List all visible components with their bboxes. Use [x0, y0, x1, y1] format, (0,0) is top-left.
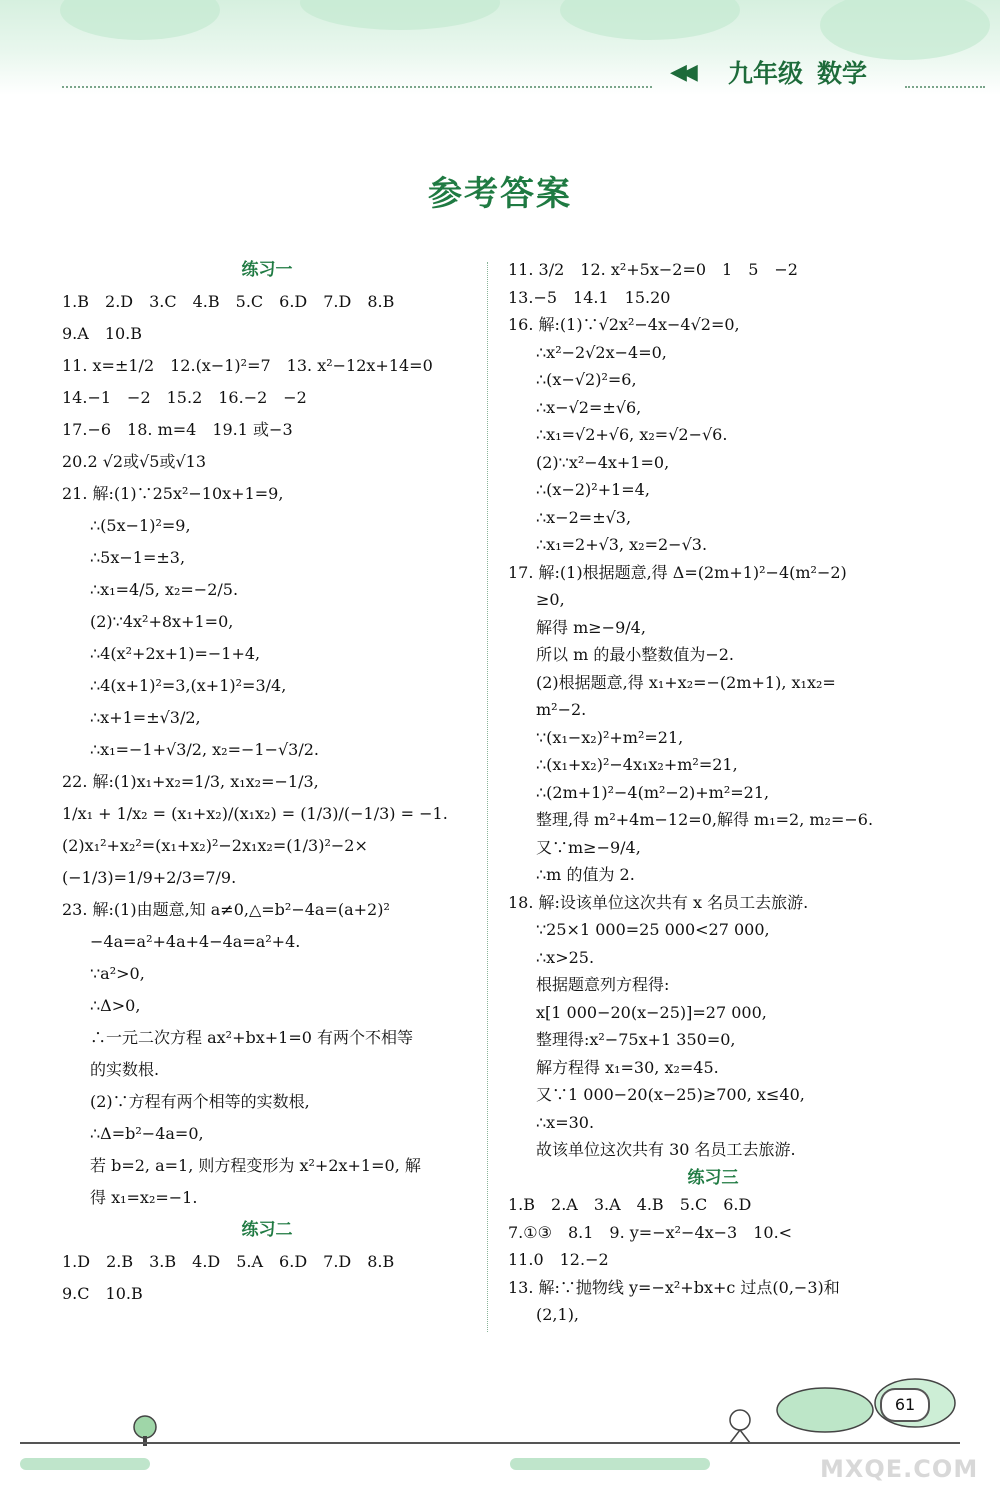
answer-line: 故该单位这次共有 30 名员工去旅游. — [536, 1140, 796, 1159]
answer-line: 14.−1 −2 15.2 16.−2 −2 — [62, 388, 307, 407]
answer-line: ∴5x−1=±3, — [90, 548, 186, 567]
answer-line: 1.D 2.B 3.B 4.D 5.A 6.D 7.D 8.B — [62, 1252, 395, 1271]
answer-line: ∵a²>0, — [90, 964, 145, 983]
answer-line: ∴x>25. — [536, 947, 595, 967]
answer-line: 若 b=2, a=1, 则方程变形为 x²+2x+1=0, 解 — [90, 1156, 421, 1175]
header-dotted-rule — [62, 86, 652, 88]
page-number: 61 — [880, 1388, 930, 1422]
answer-line: 1/x₁ + 1/x₂ = (x₁+x₂)/(x₁x₂) = (1/3)/(−1/3) = −1. — [62, 804, 448, 823]
answer-line: 18. 解:设该单位这次共有 x 名员工去旅游. — [508, 892, 809, 912]
answer-line: ∴(x₁+x₂)²−4x₁x₂+m²=21, — [536, 755, 738, 774]
answer-line: ∴Δ=b²−4a=0, — [90, 1124, 204, 1143]
answer-line: 7.①③ 8.1 9. y=−x²−4x−3 10.< — [508, 1222, 793, 1242]
section-heading: 练习一 — [241, 260, 293, 280]
banner-leaf-shape — [60, 0, 220, 40]
answer-line: ∴x=30. — [536, 1112, 595, 1132]
answer-line: ∴x₁=2+√3, x₂=2−√3. — [536, 535, 708, 554]
answer-line: (2)∵方程有两个相等的实数根, — [90, 1092, 310, 1111]
answer-line: ∴x−2=±√3, — [536, 507, 632, 527]
answer-line: ∴x+1=±√3/2, — [90, 708, 201, 727]
header-subject: 数学 — [817, 59, 868, 88]
answer-line: ≥0, — [536, 590, 565, 609]
answer-line: ∵25×1 000=25 000<27 000, — [536, 920, 770, 939]
answer-line: 22. 解:(1)x₁+x₂=1/3, x₁x₂=−1/3, — [62, 772, 319, 791]
answer-line: ∴一元二次方程 ax²+bx+1=0 有两个不相等 — [90, 1028, 413, 1047]
answer-line: 17.−6 18. m=4 19.1 或−3 — [62, 420, 293, 439]
footer-rule — [20, 1442, 960, 1444]
double-arrow-icon: ◀◀ — [670, 60, 692, 85]
answer-line: 整理,得 m²+4m−12=0,解得 m₁=2, m₂=−6. — [536, 810, 874, 829]
answer-line: (−1/3)=1/9+2/3=7/9. — [62, 868, 237, 887]
answer-line: 解得 m≥−9/4, — [536, 617, 646, 637]
answer-line: ∴x²−2√2x−4=0, — [536, 342, 667, 362]
section-heading: 练习三 — [687, 1167, 739, 1188]
answer-line: 23. 解:(1)由题意,知 a≠0,△=b²−4a=(a+2)² — [62, 900, 390, 919]
header-grade: 九年级 — [728, 59, 804, 88]
answer-line: ∴4(x+1)²=3,(x+1)²=3/4, — [90, 676, 287, 695]
answer-line: 整理得:x²−75x+1 350=0, — [536, 1030, 736, 1049]
answer-line: ∴x₁=−1+√3/2, x₂=−1−√3/2. — [90, 740, 319, 759]
answer-line: ∴m 的值为 2. — [536, 865, 635, 884]
answer-line: 11.0 12.−2 — [508, 1250, 609, 1269]
answer-line: 9.A 10.B — [62, 324, 143, 343]
header-dotted-rule-right — [905, 86, 985, 88]
watermark: MXQE.COM — [820, 1455, 979, 1483]
footer-grass — [510, 1458, 710, 1470]
answer-line: 13.−5 14.1 15.20 — [508, 287, 671, 307]
answer-line: ∴(5x−1)²=9, — [90, 516, 191, 535]
page-title: 参考答案 — [428, 174, 572, 214]
answer-line: 11. 3/2 12. x²+5x−2=0 1 5 −2 — [508, 260, 798, 279]
section-heading: 练习二 — [241, 1220, 293, 1240]
answer-line: 1.B 2.A 3.A 4.B 5.C 6.D — [508, 1195, 752, 1214]
answer-line: 得 x₁=x₂=−1. — [90, 1188, 198, 1207]
answer-line: ∴(2m+1)²−4(m²−2)+m²=21, — [536, 782, 770, 802]
answer-line: m²−2. — [536, 700, 587, 719]
answer-line: 20.2 √2或√5或√13 — [62, 452, 207, 471]
answer-line: 根据题意列方程得: — [536, 975, 670, 994]
banner-leaf-shape — [300, 0, 500, 30]
banner-leaf-shape — [560, 0, 740, 40]
answer-line: ∴Δ>0, — [90, 996, 141, 1015]
answer-line: ∴4(x²+2x+1)=−1+4, — [90, 644, 261, 663]
answer-line: 21. 解:(1)∵25x²−10x+1=9, — [62, 484, 284, 503]
answer-line: ∴(x−√2)²=6, — [536, 370, 637, 389]
answer-line: −4a=a²+4a+4−4a=a²+4. — [90, 932, 301, 951]
column-divider — [487, 262, 488, 1332]
answer-line: 又∵m≥−9/4, — [536, 837, 641, 857]
answer-line: ∴x−√2=±√6, — [536, 397, 642, 417]
answer-line: ∴x₁=√2+√6, x₂=√2−√6. — [536, 425, 728, 444]
tree-illustration — [125, 1415, 165, 1451]
answer-line: (2)∵x²−4x+1=0, — [536, 452, 670, 472]
answer-line: ∴(x−2)²+1=4, — [536, 480, 650, 499]
answer-line: (2)根据题意,得 x₁+x₂=−(2m+1), x₁x₂= — [536, 672, 836, 692]
answer-line: 9.C 10.B — [62, 1284, 143, 1303]
answer-line: 11. x=±1/2 12.(x−1)²=7 13. x²−12x+14=0 — [62, 356, 433, 375]
answer-line: 解方程得 x₁=30, x₂=45. — [536, 1057, 719, 1077]
answer-line: 所以 m 的最小整数值为−2. — [536, 645, 735, 664]
footer-grass — [20, 1458, 150, 1470]
answer-line: x[1 000−20(x−25)]=27 000, — [536, 1002, 767, 1022]
answer-line: 17. 解:(1)根据题意,得 Δ=(2m+1)²−4(m²−2) — [508, 562, 847, 582]
answer-line: 1.B 2.D 3.C 4.B 5.C 6.D 7.D 8.B — [62, 292, 395, 311]
header-label — [728, 54, 881, 90]
answer-line: (2,1), — [536, 1305, 580, 1324]
banner-leaf-shape — [820, 0, 990, 60]
answer-line: (2)x₁²+x₂²=(x₁+x₂)²−2x₁x₂=(1/3)²−2× — [62, 836, 368, 855]
answer-line: ∵(x₁−x₂)²+m²=21, — [536, 727, 684, 747]
answer-line: 又∵1 000−20(x−25)≥700, x≤40, — [536, 1085, 805, 1104]
answer-line: 16. 解:(1)∵√2x²−4x−4√2=0, — [508, 315, 740, 334]
answer-line: 13. 解:∵抛物线 y=−x²+bx+c 过点(0,−3)和 — [508, 1277, 840, 1297]
answer-line: ∴x₁=4/5, x₂=−2/5. — [90, 580, 239, 599]
answer-line: 的实数根. — [90, 1060, 160, 1079]
answer-line: (2)∵4x²+8x+1=0, — [90, 612, 234, 631]
